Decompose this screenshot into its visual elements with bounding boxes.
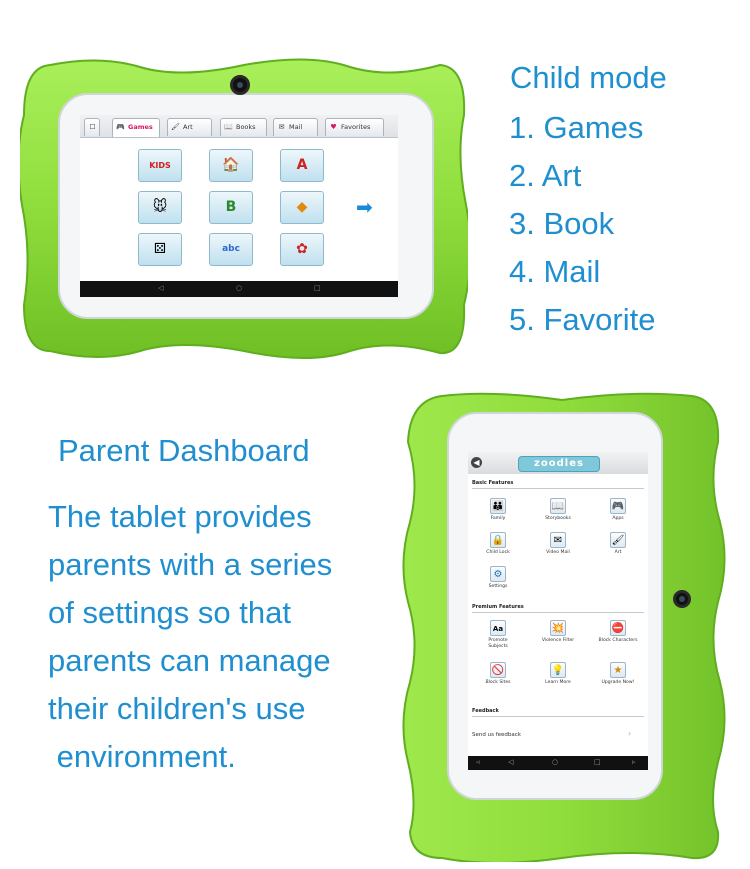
storybook-icon: 📖	[550, 498, 566, 514]
description-line: The tablet provides	[48, 499, 312, 534]
feature-learn-more[interactable]	[538, 662, 578, 686]
app-header	[468, 452, 648, 474]
apps-icon: 🎮	[610, 498, 626, 514]
volume-up-icon[interactable]: ▹	[632, 758, 636, 766]
feature-block-characters[interactable]	[598, 620, 638, 644]
child-mode-item: 2. Art	[509, 158, 582, 193]
tab-books-label: Books	[236, 123, 256, 131]
feature-apps[interactable]	[598, 498, 638, 522]
child-mode-item: 4. Mail	[509, 254, 601, 289]
feature-block-sites[interactable]	[478, 662, 518, 686]
feature-family[interactable]	[478, 498, 518, 522]
feature-label: Upgrade Now!	[601, 680, 635, 685]
feature-label: Video Mail	[546, 550, 570, 555]
section-divider	[472, 716, 644, 717]
home-icon[interactable]: ○	[236, 284, 243, 292]
lock-icon: 🔒	[490, 532, 506, 548]
tab-art[interactable]	[167, 118, 212, 136]
feature-label: Violence Filter	[541, 638, 575, 643]
android-nav-bar	[80, 281, 398, 297]
learn-more-icon: 💡	[550, 662, 566, 678]
child-mode-item: 5. Favorite	[509, 302, 656, 337]
upgrade-icon: ★	[610, 662, 626, 678]
recents-icon[interactable]: □	[314, 284, 321, 292]
front-camera-icon	[230, 75, 250, 95]
home-icon[interactable]: ○	[552, 758, 559, 766]
volume-down-icon[interactable]: ◃	[476, 758, 480, 766]
cartoon-app-tile[interactable]: 🐭	[138, 191, 182, 224]
settings-icon: ⚙	[490, 566, 506, 582]
video-mail-icon: ✉	[550, 532, 566, 548]
android-nav-bar	[468, 756, 648, 770]
dice-app-tile[interactable]: ⚄	[138, 233, 182, 266]
zoodles-logo: zoodles	[518, 456, 600, 472]
child-mode-screen	[80, 115, 398, 297]
feature-upgrade-now[interactable]	[598, 662, 638, 686]
tab-mail[interactable]	[273, 118, 318, 136]
child-mode-item: 1. Games	[509, 110, 644, 145]
palette-icon: 🖌	[171, 123, 180, 131]
child-mode-title: Child mode	[510, 60, 667, 95]
promote-icon: Aa	[490, 620, 506, 636]
feature-promote-subjects[interactable]	[478, 620, 518, 650]
tab-favorites-label: Favorites	[341, 123, 371, 131]
next-page-arrow-icon[interactable]: ➡	[356, 195, 373, 219]
letter-app-tile[interactable]: A	[280, 149, 324, 182]
back-icon[interactable]: ◁	[158, 284, 164, 292]
block-characters-icon: ⛔	[610, 620, 626, 636]
house-app-tile[interactable]: 🏠	[209, 149, 253, 182]
feature-settings[interactable]	[478, 566, 518, 590]
parent-dashboard-title: Parent Dashboard	[58, 433, 310, 468]
parent-dashboard-screen	[468, 452, 648, 770]
flowers-app-tile[interactable]: ✿	[280, 233, 324, 266]
tab-games-label: Games	[128, 123, 153, 131]
tab-art-label: Art	[183, 123, 193, 131]
alphabet-app-tile[interactable]: B	[209, 191, 253, 224]
kids-app-tile[interactable]: KIDS	[138, 149, 182, 182]
feature-storybooks[interactable]	[538, 498, 578, 522]
feature-child-lock[interactable]	[478, 532, 518, 556]
tab-favorites[interactable]	[325, 118, 384, 136]
feature-label: Family	[490, 516, 506, 521]
abc-app-tile[interactable]: abc	[209, 233, 253, 266]
feature-label: Block Sites	[485, 680, 511, 685]
front-camera-icon	[673, 590, 691, 608]
home-tab[interactable]	[84, 118, 100, 136]
description-line: of settings so that	[48, 595, 291, 630]
feature-art[interactable]	[598, 532, 638, 556]
violence-filter-icon: 💥	[550, 620, 566, 636]
feature-label: Block Characters	[598, 638, 638, 643]
recents-icon[interactable]: □	[594, 758, 601, 766]
tab-bar	[80, 115, 398, 138]
section-divider	[472, 612, 644, 613]
tab-mail-label: Mail	[289, 123, 303, 131]
child-mode-item: 3. Book	[509, 206, 615, 241]
book-icon: 📖	[224, 123, 233, 131]
section-divider	[472, 488, 644, 489]
feature-video-mail[interactable]	[538, 532, 578, 556]
gamepad-icon: 🎮	[116, 123, 125, 131]
feature-label: Learn More	[545, 680, 571, 685]
back-icon[interactable]: ◁	[508, 758, 514, 766]
chevron-right-icon: ›	[628, 729, 632, 738]
description-line: their children's use	[48, 691, 306, 726]
send-feedback-link[interactable]: Send us feedback	[472, 732, 521, 738]
description-line: parents can manage	[48, 643, 331, 678]
family-icon: 👪	[490, 498, 506, 514]
home-icon: ☐	[89, 123, 96, 131]
mail-icon: ✉	[278, 123, 285, 131]
heart-icon: ♥	[330, 123, 337, 131]
shapes-app-tile[interactable]: ◆	[280, 191, 324, 224]
feature-label: Art	[614, 550, 622, 555]
art-icon: 🖌	[610, 532, 626, 548]
section-heading: Basic Features	[472, 480, 514, 486]
description-line: environment.	[48, 739, 236, 774]
feature-label: Storybooks	[545, 516, 571, 521]
feature-label: Settings	[488, 584, 508, 589]
section-heading: Feedback	[472, 708, 499, 714]
tab-books[interactable]	[220, 118, 267, 136]
section-heading: Premium Features	[472, 604, 524, 610]
feature-violence-filter[interactable]	[538, 620, 578, 644]
block-sites-icon: 🚫	[490, 662, 506, 678]
feature-label: Apps	[612, 516, 624, 521]
description-line: parents with a series	[48, 547, 333, 582]
feature-label: Promote Subjects	[488, 638, 508, 649]
tab-games[interactable]	[112, 118, 160, 137]
back-arrow-icon[interactable]: ◀	[471, 457, 482, 468]
feature-label: Child Lock	[486, 550, 510, 555]
